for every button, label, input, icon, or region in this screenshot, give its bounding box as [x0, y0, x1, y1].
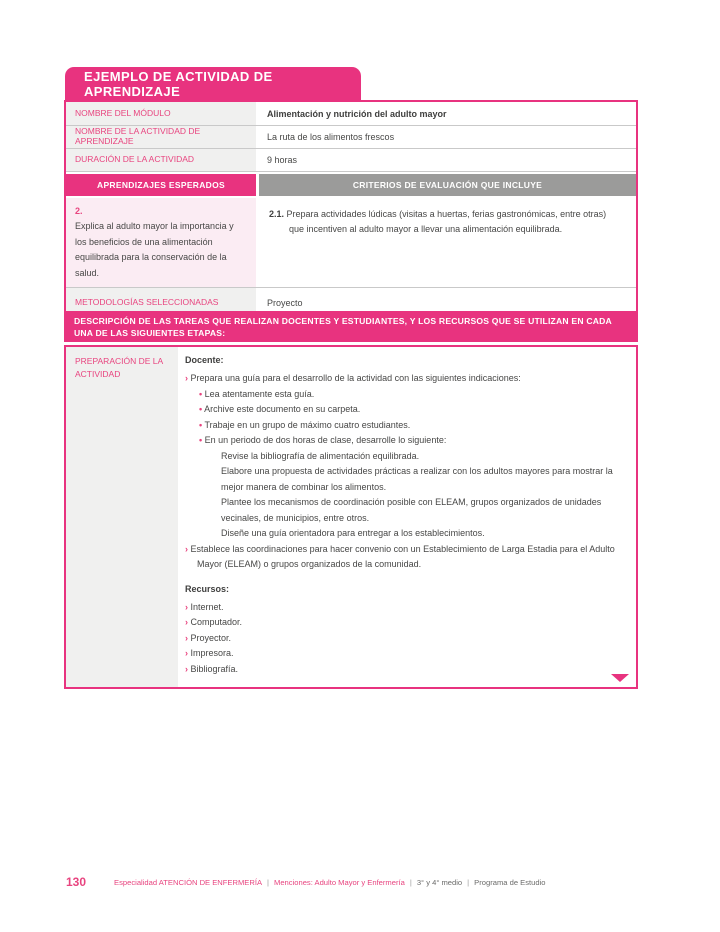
footer-program: Programa de Estudio	[474, 877, 546, 887]
recursos-title: Recursos:	[185, 583, 230, 594]
arrow-bullet-icon: ›	[185, 601, 188, 612]
list-item	[185, 371, 622, 387]
methodology-label: METODOLOGÍAS SELECCIONADAS	[66, 288, 256, 317]
list-item	[185, 631, 622, 647]
dot-bullet-icon: •	[199, 419, 203, 430]
table-row	[66, 102, 636, 126]
list-item	[199, 387, 622, 403]
dot-bullet-icon: •	[199, 404, 203, 414]
methodology-value: Proyecto	[267, 297, 303, 308]
activity-example-banner	[65, 67, 361, 100]
docente-title: Docente:	[185, 355, 224, 365]
dot-bullet-icon: •	[199, 435, 203, 445]
footer-mentions: Menciones: Adulto Mayor y Enfermería	[274, 877, 405, 887]
arrow-bullet-icon: ›	[185, 663, 188, 674]
arrow-bullet-icon: ›	[185, 373, 188, 383]
page-number: 130	[66, 875, 87, 889]
duration-value: 9 horas	[267, 155, 298, 165]
preparation-label: PREPARACIÓN DE LA ACTIVIDAD	[66, 347, 178, 687]
duration-label: DURACIÓN DE LA ACTIVIDAD	[66, 149, 256, 171]
footer-specialty: Especialidad ATENCIÓN DE ENFERMERÍA	[114, 877, 263, 887]
footer-grade: 3° y 4° medio	[416, 877, 463, 887]
list-item-text: Trabaje en un grupo de máximo cuatro estudiantes.	[204, 419, 411, 430]
arrow-bullet-icon: ›	[185, 617, 188, 627]
dot-bullet-icon: •	[199, 388, 203, 399]
list-item-text: Computador.	[190, 617, 243, 627]
criterion-number: 2.1.	[269, 209, 285, 219]
table-row	[66, 126, 636, 149]
preparation-content	[178, 347, 636, 687]
list-item	[199, 433, 622, 449]
criterion-text: Prepara actividades lúdicas (visitas a huertas, ferias gastronómicas, entre otras) que incentiven al adulto mayor a llevar una alimentación equilibrada.	[286, 209, 607, 235]
list-item-text: Prepara una guía para el desarrollo de la actividad con las siguientes indicaciones:	[190, 373, 521, 383]
list-item-text: Bibliografía.	[190, 663, 239, 674]
list-item	[185, 615, 622, 631]
table-row	[66, 149, 636, 172]
arrow-bullet-icon: ›	[185, 632, 188, 643]
table-header-row	[66, 172, 636, 198]
list-item: Elabore una propuesta de actividades prácticas a realizar con los adultos mayores para mostrar la mejor manera de combinar los alimentos.	[221, 466, 613, 492]
learning-objective-row	[66, 198, 636, 287]
continuation-arrow-icon	[611, 674, 629, 682]
list-item-text: En un periodo de dos horas de clase, desarrolle lo siguiente:	[204, 435, 447, 445]
module-name-value: Alimentación y nutrición del adulto mayor	[267, 108, 447, 119]
preparation-section	[64, 345, 638, 689]
evaluation-criterion-cell	[259, 198, 636, 287]
activity-name-value: La ruta de los alimentos frescos	[267, 132, 395, 142]
module-name-label: NOMBRE DEL MÓDULO	[66, 102, 256, 125]
objective-text: Explica al adulto mayor la importancia y los beneficios de una alimentación equilibrada para la conservación de la salud.	[75, 221, 234, 278]
list-item-text: Archive este documento en su carpeta.	[204, 404, 361, 414]
tasks-description-banner: DESCRIPCIÓN DE LAS TAREAS QUE REALIZAN DOCENTES Y ESTUDIANTES, Y LOS RECURSOS QUE SE UTILIZAN EN CADA UNA DE LAS SIGUIENTES ETAPAS:	[64, 311, 638, 342]
objective-number: 2.	[75, 206, 83, 216]
list-item-text: Lea atentamente esta guía.	[204, 388, 315, 399]
evaluation-criteria-header: CRITERIOS DE EVALUACIÓN QUE INCLUYE	[259, 174, 636, 196]
list-item	[185, 646, 622, 662]
list-item: Revise la bibliografía de alimentación equilibrada.	[221, 450, 420, 461]
list-item-text: Proyector.	[190, 632, 232, 643]
list-item-text: Establece las coordinaciones para hacer convenio con un Establecimiento de Larga Estadia para el Adulto Mayor (ELEAM) o grupos organizados de la comunidad.	[190, 543, 615, 569]
list-item: Plantee los mecanismos de coordinación posible con ELEAM, grupos organizados de unidades vecinales, de municipios, entre otros.	[221, 497, 602, 523]
list-item	[185, 662, 622, 678]
list-item-text: Internet.	[190, 601, 224, 612]
list-item	[185, 542, 622, 573]
activity-info-table	[64, 100, 638, 319]
criterion-item	[269, 207, 622, 238]
list-item: Diseñe una guía orientadora para entregar a los establecimientos.	[221, 528, 485, 538]
arrow-bullet-icon: ›	[185, 648, 188, 658]
list-item	[185, 600, 622, 616]
footer-separator: |	[409, 877, 412, 887]
footer-separator: |	[467, 877, 470, 887]
page-footer	[66, 875, 666, 889]
list-item-text: Impresora.	[190, 648, 234, 658]
activity-name-label: NOMBRE DE LA ACTIVIDAD DE APRENDIZAJE	[66, 126, 256, 148]
footer-separator: |	[267, 877, 269, 887]
list-item	[199, 402, 622, 418]
arrow-bullet-icon: ›	[185, 543, 188, 554]
banner-title: EJEMPLO DE ACTIVIDAD DE APRENDIZAJE	[84, 68, 273, 99]
list-item	[199, 418, 622, 434]
expected-learning-header: APRENDIZAJES ESPERADOS	[66, 174, 256, 196]
learning-objective-cell	[66, 198, 256, 287]
